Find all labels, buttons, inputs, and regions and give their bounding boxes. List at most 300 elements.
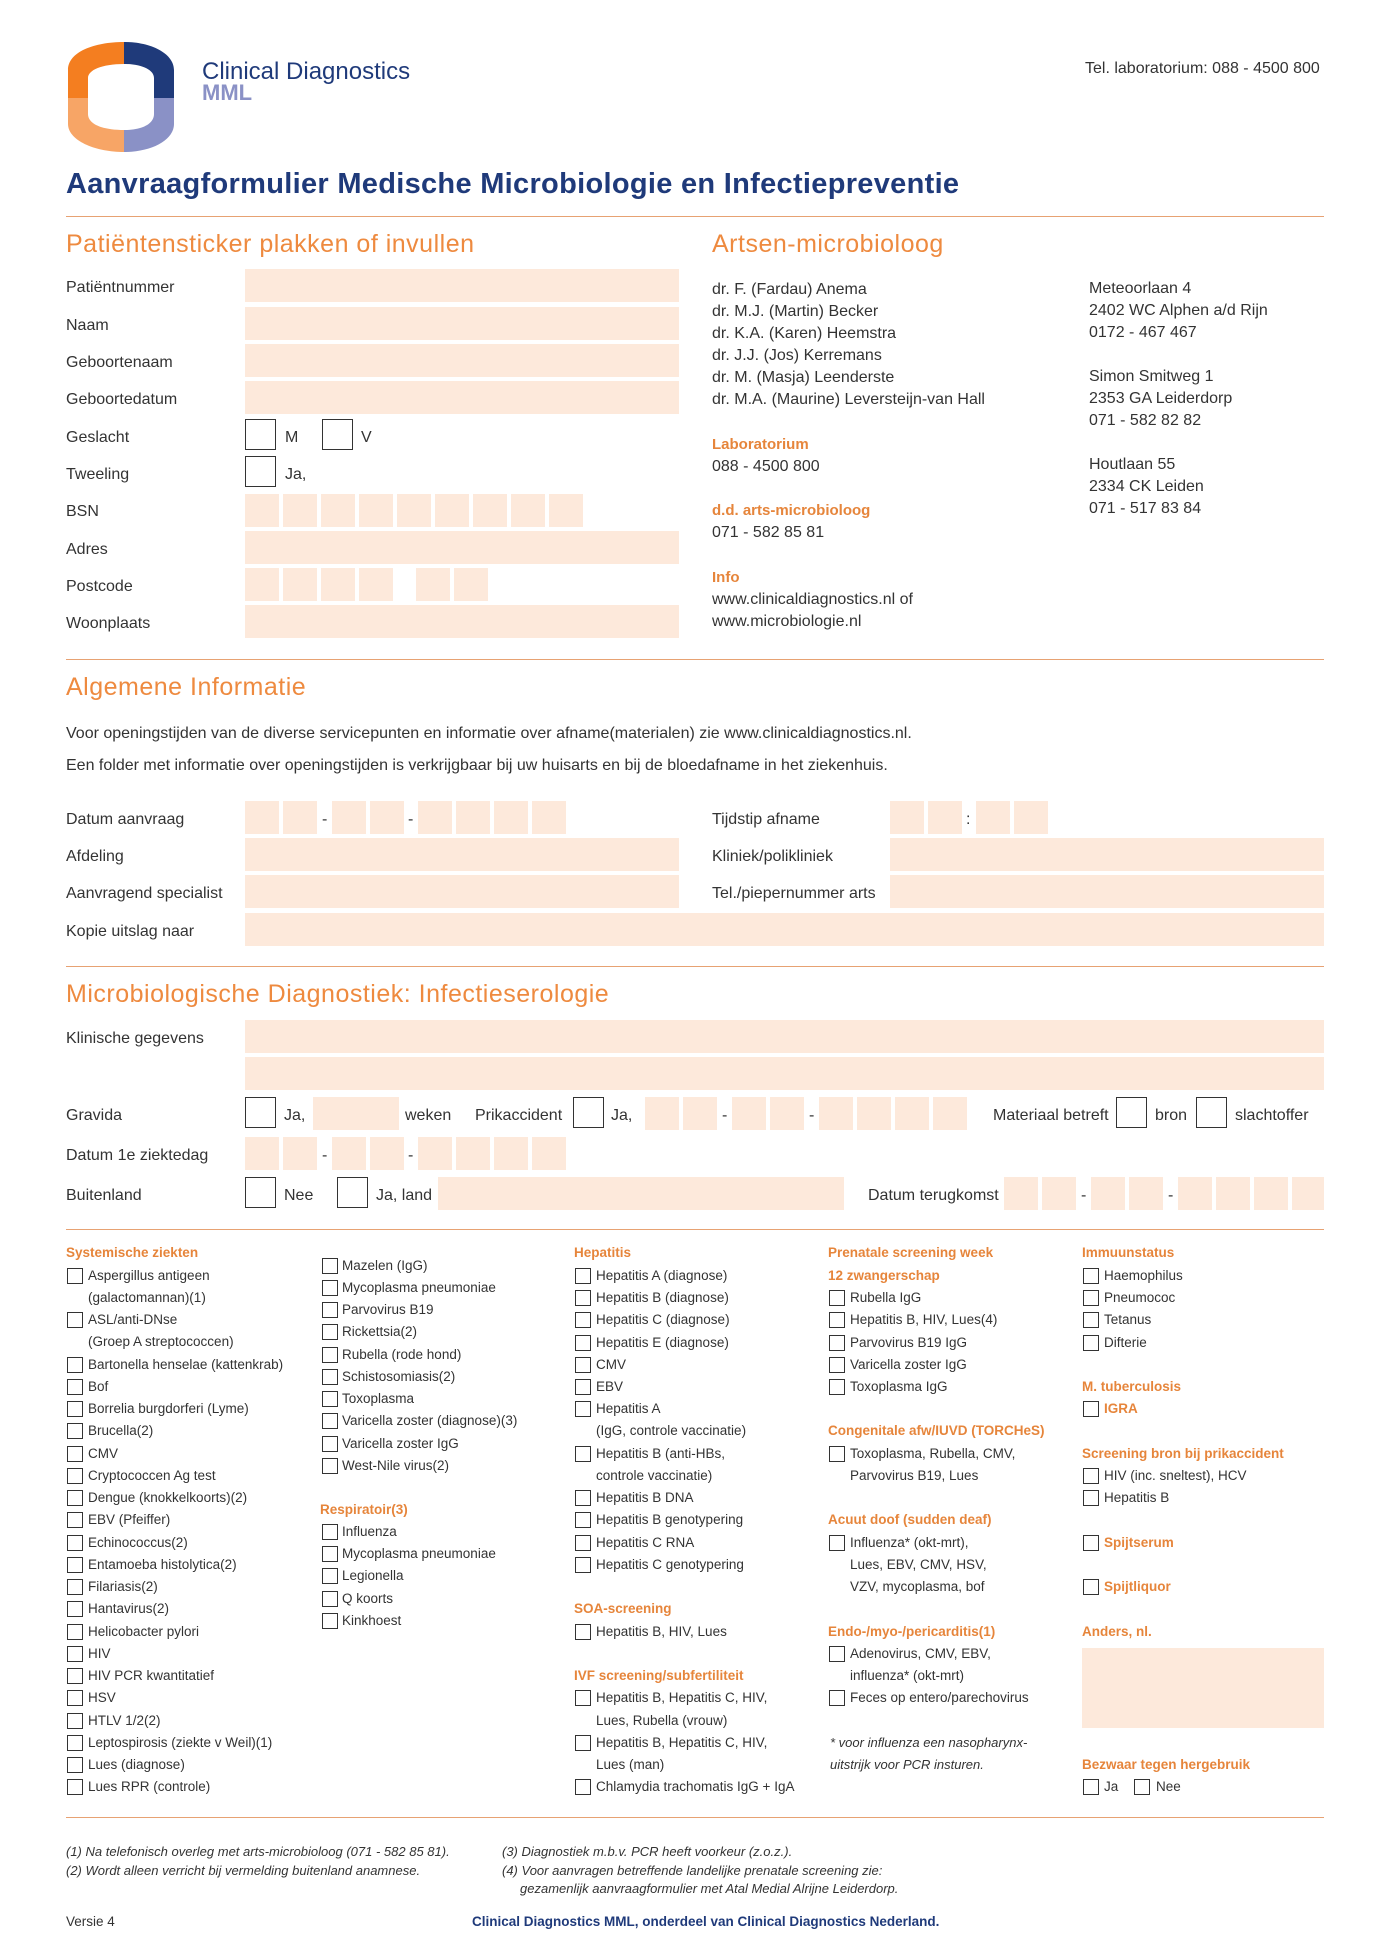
date-digit[interactable] — [332, 801, 366, 834]
bezwaar-ja-checkbox[interactable] — [1083, 1779, 1099, 1795]
order-label: Adenovirus, CMV, EBV, — [850, 1646, 991, 1661]
label-materiaal: Materiaal betreft — [993, 1107, 1109, 1124]
order-label: Bartonella henselae (kattenkrab) — [88, 1357, 284, 1372]
sex-m-label: M — [285, 429, 299, 446]
footnote: (1) Na telefonisch overleg met arts-microbioloog (071 - 582 85 81). — [66, 1844, 450, 1859]
order-label: Hepatitis B DNA — [596, 1490, 694, 1505]
date-separator: - — [322, 1147, 328, 1164]
order-checkbox[interactable] — [322, 1568, 338, 1584]
order-label: Lues (diagnose) — [88, 1757, 185, 1772]
label-aanvragend: Aanvragend specialist — [66, 885, 223, 902]
order-checkbox[interactable] — [575, 1490, 591, 1506]
date-separator: - — [322, 811, 328, 828]
order-label: Hepatitis B (diagnose) — [596, 1290, 729, 1305]
date-digit[interactable] — [283, 1137, 317, 1170]
postcode-letter[interactable] — [416, 568, 450, 601]
order-checkbox[interactable] — [322, 1546, 338, 1562]
order-checkbox[interactable] — [322, 1369, 338, 1385]
time-digit[interactable] — [890, 801, 924, 834]
order-checkbox[interactable] — [575, 1512, 591, 1528]
woonplaats-field[interactable] — [245, 605, 679, 638]
order-checkbox[interactable] — [67, 1668, 83, 1684]
order-label: Toxoplasma — [342, 1391, 415, 1406]
order-checkbox[interactable] — [67, 1312, 83, 1328]
postcode-digit[interactable] — [283, 568, 317, 601]
kliniek-field[interactable] — [890, 838, 1324, 871]
igra-checkbox[interactable] — [1083, 1401, 1099, 1417]
anders-field[interactable] — [1082, 1648, 1324, 1728]
order-checkbox[interactable] — [67, 1624, 83, 1640]
label-geboortedatum: Geboortedatum — [66, 391, 178, 408]
prenatale-heading: 12 zwangerschap — [828, 1268, 940, 1283]
order-label: Feces op entero/parechovirus — [850, 1690, 1029, 1705]
date-digit[interactable] — [370, 801, 404, 834]
label-prikaccident: Prikaccident — [475, 1107, 563, 1124]
order-checkbox[interactable] — [575, 1290, 591, 1306]
label-klinische: Klinische gegevens — [66, 1030, 204, 1047]
order-label: Rickettsia(2) — [342, 1324, 418, 1339]
order-checkbox[interactable] — [67, 1757, 83, 1773]
time-digit[interactable] — [928, 801, 962, 834]
slachtoffer-checkbox[interactable] — [1196, 1097, 1227, 1128]
date-digit[interactable] — [370, 1137, 404, 1170]
date-separator: - — [1168, 1187, 1174, 1204]
bsn-digit[interactable] — [511, 494, 545, 527]
time-digit[interactable] — [1014, 801, 1048, 834]
sex-v-checkbox[interactable] — [322, 419, 353, 450]
order-checkbox[interactable] — [322, 1324, 338, 1340]
respiratoir-heading: Respiratoir(3) — [320, 1502, 408, 1517]
date-digit[interactable] — [332, 1137, 366, 1170]
spijtserum-checkbox[interactable] — [1083, 1535, 1099, 1551]
date-digit[interactable] — [1292, 1177, 1324, 1210]
order-label: Hepatitis B, Hepatitis C, HIV, — [596, 1690, 768, 1705]
patientnummer-field[interactable] — [245, 269, 679, 302]
order-label: Mycoplasma pneumoniae — [342, 1546, 496, 1561]
date-digit[interactable] — [1091, 1177, 1125, 1210]
order-label: Lues (man) — [596, 1757, 665, 1772]
order-label: HTLV 1/2(2) — [88, 1713, 161, 1728]
order-checkbox[interactable] — [67, 1357, 83, 1373]
order-label: Hantavirus(2) — [88, 1601, 170, 1616]
order-checkbox[interactable] — [67, 1268, 83, 1284]
order-label: Influenza — [342, 1524, 397, 1539]
version-label: Versie 4 — [66, 1914, 115, 1929]
order-label: Pneumococ — [1104, 1290, 1176, 1305]
order-label: Leptospirosis (ziekte v Weil)(1) — [88, 1735, 273, 1750]
order-checkbox[interactable] — [1083, 1490, 1099, 1506]
order-checkbox[interactable] — [829, 1312, 845, 1328]
order-label: Hepatitis B, HIV, Lues(4) — [850, 1312, 998, 1327]
order-label: HIV PCR kwantitatief — [88, 1668, 215, 1683]
order-label: HSV — [88, 1690, 116, 1705]
bsn-digit[interactable] — [245, 494, 279, 527]
location-phone: 071 - 517 83 84 — [1089, 500, 1202, 517]
order-checkbox[interactable] — [67, 1379, 83, 1395]
divider — [66, 216, 1324, 217]
twin-label: Ja, — [285, 466, 307, 483]
order-checkbox[interactable] — [322, 1391, 338, 1407]
order-checkbox[interactable] — [575, 1312, 591, 1328]
info-link[interactable]: www.clinicaldiagnostics.nl of — [712, 591, 913, 608]
influenza-note: uitstrijk voor PCR insturen. — [830, 1757, 984, 1772]
order-checkbox[interactable] — [322, 1280, 338, 1296]
label-geboortenaam: Geboortenaam — [66, 354, 173, 371]
company-footer: Clinical Diagnostics MML, onderdeel van Clinical Diagnostics Nederland. — [472, 1914, 940, 1929]
divider — [66, 966, 1324, 967]
postcode-digit[interactable] — [245, 568, 279, 601]
location-address: Meteoorlaan 4 — [1089, 280, 1192, 297]
immuun-heading: Immuunstatus — [1082, 1245, 1175, 1260]
endo-heading: Endo-/myo-/pericarditis(1) — [828, 1624, 996, 1639]
bsn-digit[interactable] — [473, 494, 507, 527]
order-label: Tetanus — [1104, 1312, 1152, 1327]
order-checkbox[interactable] — [575, 1268, 591, 1284]
order-label: Entamoeba histolytica(2) — [88, 1557, 237, 1572]
order-checkbox[interactable] — [67, 1535, 83, 1551]
tel-field[interactable] — [890, 875, 1324, 908]
location-city: 2402 WC Alphen a/d Rijn — [1089, 302, 1268, 319]
order-checkbox[interactable] — [1083, 1335, 1099, 1351]
date-digit[interactable] — [1004, 1177, 1038, 1210]
order-label: Hepatitis C genotypering — [596, 1557, 744, 1572]
order-label: Chlamydia trachomatis IgG + IgA — [596, 1779, 795, 1794]
order-label: Legionella — [342, 1568, 404, 1583]
order-checkbox[interactable] — [829, 1335, 845, 1351]
date-digit[interactable] — [456, 801, 490, 834]
location-city: 2353 GA Leiderdorp — [1089, 390, 1233, 407]
order-checkbox[interactable] — [67, 1557, 83, 1573]
order-checkbox[interactable] — [575, 1690, 591, 1706]
postcode-letter[interactable] — [454, 568, 488, 601]
weken-field[interactable] — [313, 1097, 399, 1130]
adres-field[interactable] — [245, 531, 679, 564]
date-digit[interactable] — [456, 1137, 490, 1170]
order-checkbox[interactable] — [829, 1379, 845, 1395]
date-digit[interactable] — [857, 1097, 891, 1130]
order-label: Toxoplasma IgG — [850, 1379, 948, 1394]
buitenland-ja-checkbox[interactable] — [337, 1177, 368, 1208]
order-checkbox[interactable] — [829, 1535, 845, 1551]
order-checkbox[interactable] — [67, 1401, 83, 1417]
order-label: Parvovirus B19, Lues — [850, 1468, 979, 1483]
postcode-digit[interactable] — [321, 568, 355, 601]
order-checkbox[interactable] — [322, 1436, 338, 1452]
order-label: Hepatitis C (diagnose) — [596, 1312, 730, 1327]
brand-name: Clinical Diagnostics — [202, 58, 411, 85]
order-label: West-Nile virus(2) — [342, 1458, 450, 1473]
date-digit[interactable] — [532, 1137, 566, 1170]
order-label: Parvovirus B19 — [342, 1302, 434, 1317]
ivf-heading: IVF screening/subfertiliteit — [574, 1668, 744, 1683]
order-checkbox[interactable] — [575, 1379, 591, 1395]
info-label: Info — [712, 569, 740, 586]
date-digit[interactable] — [418, 801, 452, 834]
date-digit[interactable] — [1129, 1177, 1163, 1210]
date-digit[interactable] — [283, 801, 317, 834]
kopie-field[interactable] — [245, 913, 1324, 946]
general-heading: Algemene Informatie — [66, 673, 307, 701]
order-label: Mazelen (IgG) — [342, 1258, 428, 1273]
date-separator: - — [809, 1107, 815, 1124]
order-label: (galactomannan)(1) — [88, 1290, 206, 1305]
dd-label: d.d. arts-microbioloog — [712, 502, 871, 519]
twin-checkbox[interactable] — [245, 456, 276, 487]
order-label: HIV — [88, 1646, 111, 1661]
label-adres: Adres — [66, 541, 108, 558]
order-checkbox[interactable] — [829, 1690, 845, 1706]
location-city: 2334 CK Leiden — [1089, 478, 1204, 495]
order-label: Bof — [88, 1379, 109, 1394]
order-checkbox[interactable] — [575, 1624, 591, 1640]
footnote: (4) Voor aanvragen betreffende landelijke prenatale screening zie: — [502, 1863, 883, 1878]
order-label: Hepatitis E (diagnose) — [596, 1335, 729, 1350]
date-digit[interactable] — [770, 1097, 804, 1130]
gravida-checkbox[interactable] — [245, 1097, 276, 1128]
label-geslacht: Geslacht — [66, 429, 130, 446]
screening-heading: Screening bron bij prikaccident — [1082, 1446, 1284, 1461]
footnote: (2) Wordt alleen verricht bij vermelding buitenland anamnese. — [66, 1863, 421, 1878]
micro-heading: Microbiologische Diagnostiek: Infectieserologie — [66, 980, 610, 1008]
date-digit[interactable] — [895, 1097, 929, 1130]
order-label: Hepatitis C RNA — [596, 1535, 695, 1550]
info-link[interactable]: www.microbiologie.nl — [712, 613, 862, 630]
prikaccident-ja-label: Ja, — [611, 1107, 633, 1124]
soa-heading: SOA-screening — [574, 1601, 672, 1616]
time-digit[interactable] — [976, 801, 1010, 834]
bron-checkbox[interactable] — [1116, 1097, 1147, 1128]
order-label: (Groep A streptococcen) — [88, 1334, 234, 1349]
land-field[interactable] — [438, 1177, 844, 1210]
date-separator: - — [722, 1107, 728, 1124]
label-ziektedag: Datum 1e ziektedag — [66, 1147, 209, 1164]
bsn-digit[interactable] — [321, 494, 355, 527]
date-digit[interactable] — [245, 1137, 279, 1170]
order-label: Aspergillus antigeen — [88, 1268, 210, 1283]
bsn-digit[interactable] — [435, 494, 469, 527]
bezwaar-nee-checkbox[interactable] — [1134, 1779, 1150, 1795]
date-digit[interactable] — [933, 1097, 967, 1130]
location-phone: 071 - 582 82 82 — [1089, 412, 1202, 429]
doctor-name: dr. J.J. (Jos) Kerremans — [712, 347, 882, 364]
order-checkbox[interactable] — [1083, 1312, 1099, 1328]
footnote: gezamenlijk aanvraagformulier met Atal Medial Alrijne Leiderdorp. — [520, 1881, 899, 1896]
buitenland-nee-label: Nee — [284, 1187, 314, 1204]
date-separator: - — [408, 811, 414, 828]
order-checkbox[interactable] — [322, 1613, 338, 1629]
order-label: Lues RPR (controle) — [88, 1779, 211, 1794]
order-label: controle vaccinatie) — [596, 1468, 713, 1483]
order-checkbox[interactable] — [575, 1779, 591, 1795]
order-checkbox[interactable] — [67, 1779, 83, 1795]
doctor-name: dr. M.A. (Maurine) Leversteijn-van Hall — [712, 391, 985, 408]
order-label: EBV (Pfeiffer) — [88, 1512, 171, 1527]
order-label: Filariasis(2) — [88, 1579, 158, 1594]
order-label: CMV — [596, 1357, 626, 1372]
date-digit[interactable] — [645, 1097, 679, 1130]
lab-number: 088 - 4500 800 — [712, 458, 820, 475]
order-label: Lues, EBV, CMV, HSV, — [850, 1557, 987, 1572]
order-checkbox[interactable] — [67, 1601, 83, 1617]
label-postcode: Postcode — [66, 578, 133, 595]
order-checkbox[interactable] — [322, 1302, 338, 1318]
company-logo — [64, 40, 179, 155]
doctor-name: dr. K.A. (Karen) Heemstra — [712, 325, 897, 342]
date-digit[interactable] — [732, 1097, 766, 1130]
order-checkbox[interactable] — [322, 1591, 338, 1607]
order-label: Toxoplasma, Rubella, CMV, — [850, 1446, 1016, 1461]
label-woonplaats: Woonplaats — [66, 615, 151, 632]
order-checkbox[interactable] — [322, 1458, 338, 1474]
order-checkbox[interactable] — [67, 1735, 83, 1751]
order-label: Hepatitis B (anti-HBs, — [596, 1446, 726, 1461]
time-separator: : — [966, 811, 971, 828]
label-terugkomst: Datum terugkomst — [868, 1187, 999, 1204]
order-label: (IgG, controle vaccinatie) — [596, 1423, 747, 1438]
order-label: Hepatitis B genotypering — [596, 1512, 744, 1527]
bsn-digit[interactable] — [549, 494, 583, 527]
order-label: Q koorts — [342, 1591, 394, 1606]
order-label: Hepatitis B — [1104, 1490, 1170, 1505]
order-checkbox[interactable] — [67, 1713, 83, 1729]
klinische-field[interactable] — [245, 1020, 1324, 1053]
order-checkbox[interactable] — [67, 1423, 83, 1439]
date-digit[interactable] — [1178, 1177, 1212, 1210]
order-checkbox[interactable] — [1083, 1268, 1099, 1284]
postcode-digit[interactable] — [359, 568, 393, 601]
order-checkbox[interactable] — [67, 1490, 83, 1506]
bezwaar-nee-label: Nee — [1156, 1779, 1181, 1794]
location-phone: 0172 - 467 467 — [1089, 324, 1197, 341]
order-label: influenza* (okt-mrt) — [850, 1668, 965, 1683]
general-info-text: Voor openingstijden van de diverse servicepunten en informatie over afname(materialen) zie www.clinicaldiagnostics.nl. — [66, 725, 912, 742]
date-digit[interactable] — [245, 801, 279, 834]
date-digit[interactable] — [1216, 1177, 1250, 1210]
order-label: Brucella(2) — [88, 1423, 154, 1438]
geboortenaam-field[interactable] — [245, 344, 679, 377]
doctor-name: dr. M.J. (Martin) Becker — [712, 303, 879, 320]
date-digit[interactable] — [418, 1137, 452, 1170]
order-label: Hepatitis A (diagnose) — [596, 1268, 728, 1283]
order-label: Helicobacter pylori — [88, 1624, 200, 1639]
order-checkbox[interactable] — [67, 1690, 83, 1706]
label-kliniek: Kliniek/polikliniek — [712, 848, 833, 865]
spijtserum-label: Spijtserum — [1104, 1535, 1174, 1550]
naam-field[interactable] — [245, 307, 679, 340]
order-checkbox[interactable] — [322, 1413, 338, 1429]
date-separator: - — [1081, 1187, 1087, 1204]
date-digit[interactable] — [1042, 1177, 1076, 1210]
divider — [66, 659, 1324, 660]
order-checkbox[interactable] — [1083, 1290, 1099, 1306]
order-label: ASL/anti-DNse — [88, 1312, 178, 1327]
prikaccident-checkbox[interactable] — [573, 1097, 604, 1128]
order-checkbox[interactable] — [67, 1512, 83, 1528]
order-checkbox[interactable] — [575, 1357, 591, 1373]
klinische-field[interactable] — [245, 1057, 1324, 1090]
bezwaar-heading: Bezwaar tegen hergebruik — [1082, 1757, 1251, 1772]
order-checkbox[interactable] — [322, 1347, 338, 1363]
bsn-digit[interactable] — [397, 494, 431, 527]
label-tijdstip: Tijdstip afname — [712, 811, 820, 828]
order-checkbox[interactable] — [575, 1446, 591, 1462]
order-checkbox[interactable] — [575, 1335, 591, 1351]
order-checkbox[interactable] — [829, 1290, 845, 1306]
date-digit[interactable] — [683, 1097, 717, 1130]
order-checkbox[interactable] — [829, 1446, 845, 1462]
date-digit[interactable] — [1254, 1177, 1288, 1210]
date-digit[interactable] — [819, 1097, 853, 1130]
order-checkbox[interactable] — [67, 1468, 83, 1484]
page-title: Aanvraagformulier Medische Microbiologie en Infectiepreventie — [66, 168, 960, 200]
buitenland-nee-checkbox[interactable] — [245, 1177, 276, 1208]
order-label: Schistosomiasis(2) — [342, 1369, 456, 1384]
patient-heading: Patiëntensticker plakken of invullen — [66, 230, 475, 258]
order-label: CMV — [88, 1446, 118, 1461]
order-checkbox[interactable] — [575, 1401, 591, 1417]
acuut-heading: Acuut doof (sudden deaf) — [828, 1512, 992, 1527]
geboortedatum-field[interactable] — [245, 381, 679, 414]
order-label: Haemophilus — [1104, 1268, 1183, 1283]
bsn-digit[interactable] — [359, 494, 393, 527]
systemische-heading: Systemische ziekten — [66, 1245, 199, 1260]
order-label: Varicella zoster IgG — [850, 1357, 967, 1372]
sex-m-checkbox[interactable] — [245, 419, 276, 450]
label-afdeling: Afdeling — [66, 848, 124, 865]
order-label: Hepatitis B, HIV, Lues — [596, 1624, 727, 1639]
order-checkbox[interactable] — [829, 1646, 845, 1662]
spijtliquor-label: Spijtliquor — [1104, 1579, 1171, 1594]
order-checkbox[interactable] — [67, 1579, 83, 1595]
influenza-note: * voor influenza een nasopharynx- — [830, 1735, 1028, 1750]
divider — [66, 1817, 1324, 1818]
general-info-text: Een folder met informatie over openingstijden is verkrijgbaar bij uw huisarts en bij de bloedafname in het ziekenhuis. — [66, 757, 888, 774]
order-checkbox[interactable] — [1083, 1468, 1099, 1484]
location-address: Simon Smitweg 1 — [1089, 368, 1214, 385]
label-buitenland: Buitenland — [66, 1187, 142, 1204]
hepatitis-heading: Hepatitis — [574, 1245, 632, 1260]
brand-sub: MML — [202, 80, 253, 105]
aanvragend-field[interactable] — [245, 875, 679, 908]
label-bsn: BSN — [66, 503, 99, 520]
gravida-ja-label: Ja, — [284, 1107, 306, 1124]
order-label: HIV (inc. sneltest), HCV — [1104, 1468, 1247, 1483]
spijtliquor-checkbox[interactable] — [1083, 1579, 1099, 1595]
buitenland-ja-label: Ja, land — [376, 1187, 433, 1204]
order-checkbox[interactable] — [322, 1258, 338, 1274]
order-label: Mycoplasma pneumoniae — [342, 1280, 496, 1295]
order-checkbox[interactable] — [575, 1557, 591, 1573]
order-checkbox[interactable] — [67, 1446, 83, 1462]
order-checkbox[interactable] — [322, 1524, 338, 1540]
bsn-digit[interactable] — [283, 494, 317, 527]
date-digit[interactable] — [494, 1137, 528, 1170]
order-checkbox[interactable] — [67, 1646, 83, 1662]
label-naam: Naam — [66, 317, 109, 334]
order-checkbox[interactable] — [829, 1357, 845, 1373]
date-digit[interactable] — [532, 801, 566, 834]
order-checkbox[interactable] — [575, 1535, 591, 1551]
afdeling-field[interactable] — [245, 838, 679, 871]
date-digit[interactable] — [494, 801, 528, 834]
order-label: Varicella zoster (diagnose)(3) — [342, 1413, 518, 1428]
order-label: Kinkhoest — [342, 1613, 402, 1628]
order-checkbox[interactable] — [575, 1735, 591, 1751]
bezwaar-ja-label: Ja — [1104, 1779, 1119, 1794]
label-tel: Tel./piepernummer arts — [712, 885, 876, 902]
tbc-heading: M. tuberculosis — [1082, 1379, 1182, 1394]
label-tweeling: Tweeling — [66, 466, 130, 483]
